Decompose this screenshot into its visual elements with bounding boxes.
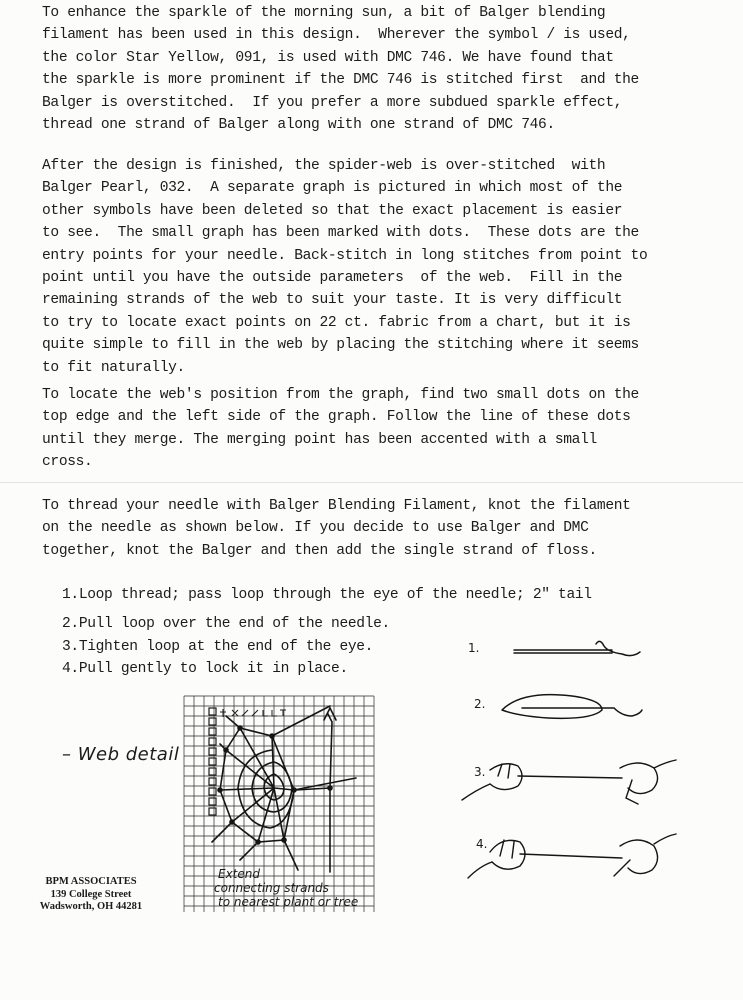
company-name: BPM ASSOCIATES (45, 876, 137, 887)
text-line: Balger Pearl, 032. A separate graph is pictured in which most of the (42, 180, 623, 197)
text-line: on the needle as shown below. If you decide to use Balger and DMC (42, 520, 589, 537)
diagram-label: 4. (476, 837, 488, 851)
text-line: Balger is overstitched. If you prefer a more subdued sparkle effect, (42, 94, 623, 111)
text-line: the color Star Yellow, 091, is used with DMC 746. We have found that (42, 49, 614, 66)
company-city: Wadsworth, OH 44281 (39, 901, 143, 912)
text-line: point until you have the outside parameters of the web. Fill in the (42, 270, 623, 287)
text-line: the sparkle is more prominent if the DMC 746 is stitched first and the (42, 72, 639, 89)
text-line: together, knot the Balger and then add the single strand of floss. (42, 542, 597, 559)
diagram-label: 3. (474, 765, 486, 779)
text-line: To locate the web's position from the graph, find two small dots on the (42, 387, 639, 403)
graph-note-line: connecting strands (214, 881, 329, 895)
text-line: After the design is finished, the spider-web is over-stitched with (42, 158, 606, 174)
paragraph-spider-web (42, 155, 732, 379)
company-street: 139 College Street (50, 888, 132, 900)
web-detail-label: – Web detail (62, 744, 180, 765)
company-address (26, 876, 156, 914)
text-line: cross. (42, 454, 93, 471)
text-line: entry points for your needle. Back-stitch in long stitches from point to (42, 247, 648, 264)
text-line: filament has been used in this design. Wherever the symbol / is used, (42, 27, 631, 44)
text-line: to try to locate exact points on 22 ct. fabric from a chart, but it is (42, 314, 631, 331)
web-detail-graph (180, 692, 380, 916)
text-line: remaining strands of the web to suit your taste. It is very difficult (42, 292, 623, 309)
knot-diagrams (462, 630, 692, 890)
step-item: 1.Loop thread; pass loop through the eye of the needle; 2" tail (62, 587, 592, 603)
text-line: quite simple to fill in the web by placing the stitching where it seems (42, 337, 639, 354)
diagram-label: 2. (474, 697, 486, 711)
text-line: top edge and the left side of the graph. Follow the line of these dots (42, 409, 631, 426)
paragraph-threading (42, 495, 732, 562)
graph-note-line: Extend (218, 867, 260, 881)
step-item: 3.Tighten loop at the end of the eye. (62, 638, 374, 655)
step-item: 2.Pull loop over the end of the needle. (62, 616, 390, 633)
diagram-label: 1. (468, 641, 480, 655)
text-line: until they merge. The merging point has been accented with a small (42, 431, 597, 448)
paragraph-web-position (42, 384, 732, 474)
step-item: 4.Pull gently to lock it in place. (62, 661, 348, 678)
text-line: to see. The small graph has been marked with dots. These dots are the (42, 225, 639, 242)
paragraph-sparkle (42, 2, 732, 136)
text-line: To enhance the sparkle of the morning sun, a bit of Balger blending (42, 5, 606, 21)
text-line: to fit naturally. (42, 359, 185, 376)
text-line: thread one strand of Balger along with one strand of DMC 746. (42, 117, 555, 134)
text-line: To thread your needle with Balger Blending Filament, knot the filament (42, 498, 631, 514)
text-line: other symbols have been deleted so that the exact placement is easier (42, 202, 623, 219)
paper-fold-line (0, 482, 743, 483)
graph-note-line: to nearest plant or tree (218, 895, 359, 909)
